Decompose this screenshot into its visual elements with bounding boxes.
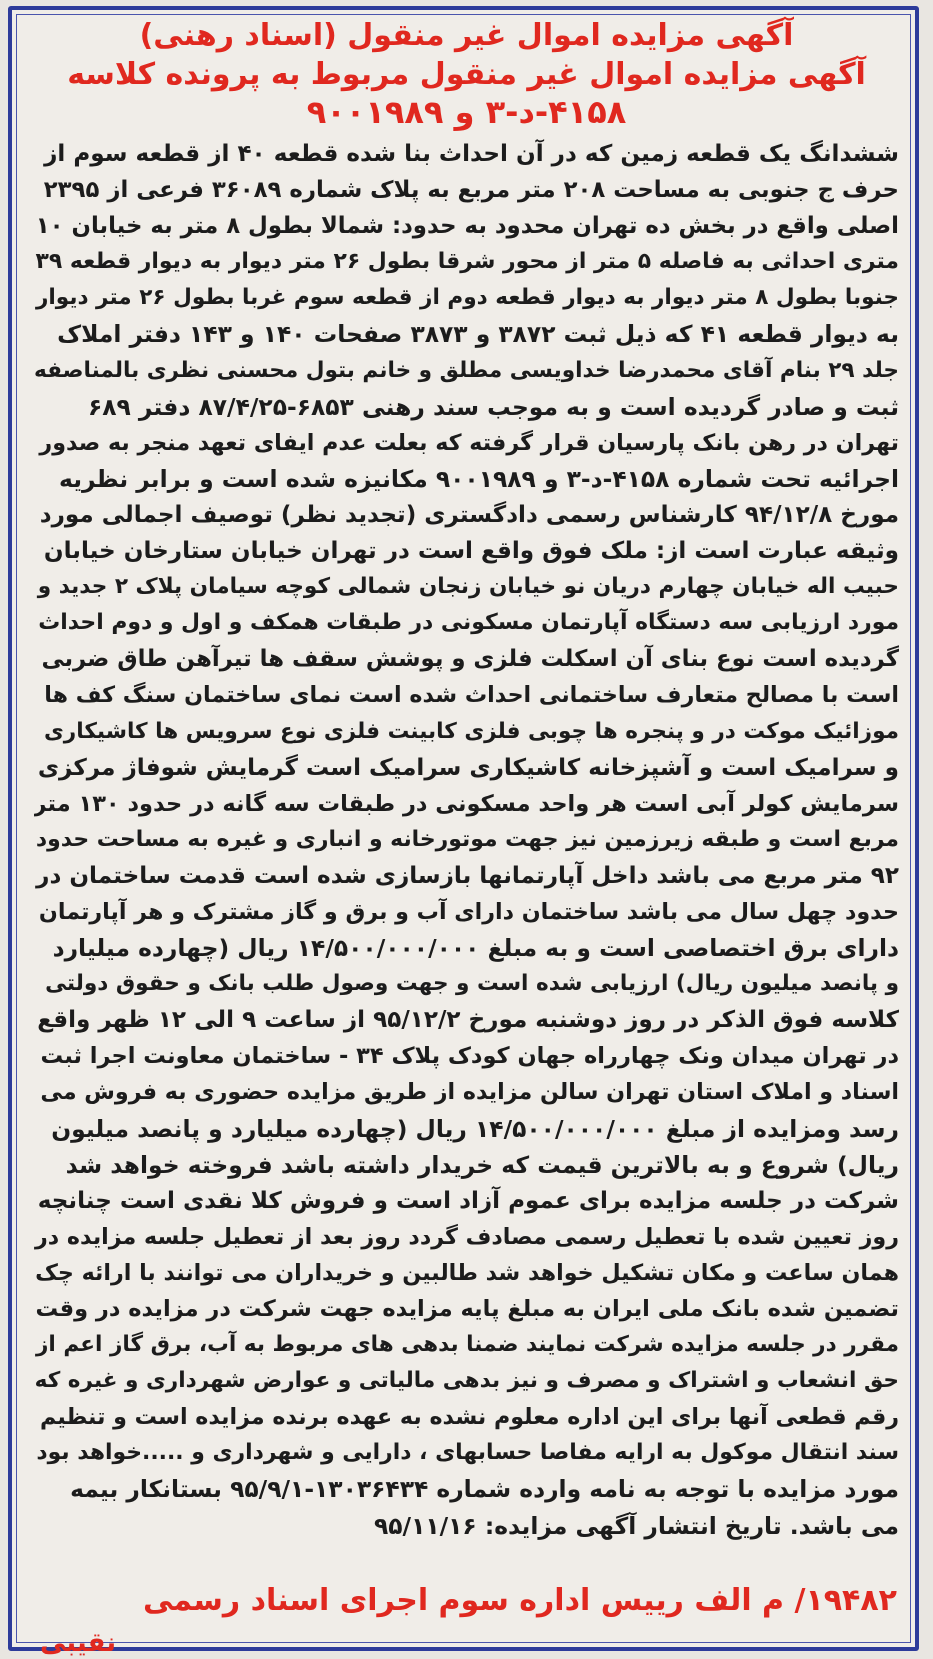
body-line: ثبت و صادر گردیده است و به موجب سند رهنی ۶۸۵۳-۸۷/۴/۲۵ دفتر ۶۸۹ [87, 392, 899, 421]
body-line: مورد ارزیابی سه دستگاه آپارتمان مسکونی در طبقات همکف و اول و دوم احداث [38, 610, 899, 636]
body-line: حرف ج جنوبی به مساحت ۲۰۸ متر مربع به پلاک شماره ۳۶۰۸۹ فرعی از ۲۳۹۵ [43, 177, 899, 204]
body-line: می باشد. تاریخ انتشار آگهی مزایده: ۹۵/۱۱/۱۶ [373, 1511, 899, 1540]
body-line: تهران در رهن بانک پارسیان قرار گرفته که بعلت عدم ایفای تعهد منجر به صدور [39, 429, 899, 456]
body-line: اصلی واقع در بخش ده تهران محدود به حدود: شمالا بطول ۸ متر به خیابان ۱۰ [35, 213, 899, 240]
body-line: کلاسه فوق الذکر در روز دوشنبه مورخ ۹۵/۱۲/۲ از ساعت ۹ الی ۱۲ ظهر واقع [37, 1007, 899, 1034]
body-line: جنوبا بطول ۸ متر دیوار به دیوار قطعه دوم از قطعه سوم غربا بطول ۲۶ متر دیوار [35, 285, 899, 311]
case-number: ۴۱۵۸-د-۳ و ۹۰۰۱۹۸۹ [306, 93, 627, 131]
body-line: جلد ۲۹ بنام آقای محمدرضا خداویسی مطلق و خانم بتول محسنی نظری بالمناصفه [34, 357, 899, 383]
body-line: مورخ ۹۴/۱۲/۸ کارشناس رسمی دادگستری (تجدید نظر) توصیف اجمالی مورد [39, 501, 899, 528]
body-line: رقم قطعی آنها برای این اداره معلوم نشده به عهده برنده مزایده است و تنظیم [39, 1404, 899, 1431]
body-line: رسد ومزایده از مبلغ ۱۴/۵۰۰/۰۰۰/۰۰۰ ریال (چهارده میلیارد و پانصد میلیون [51, 1114, 899, 1143]
body-line: در تهران میدان ونک چهارراه جهان کودک پلاک ۳۴ - ساختمان معاونت اجرا ثبت [40, 1043, 899, 1070]
body-line: حدود چهل سال می باشد ساختمان دارای آب و برق و گاز مشترک و هر آپارتمان [38, 898, 899, 925]
body-line: اجرائیه تحت شماره ۴۱۵۸-د-۳ و ۹۰۰۱۹۸۹ مکانیزه شده است و برابر نظریه [59, 464, 899, 493]
body-line: شرکت در جلسه مزایده برای عموم آزاد است و فروش کلا نقدی است چنانچه [37, 1187, 899, 1214]
body-line: ششدانگ یک قطعه زمین که در آن احداث بنا شده قطعه ۴۰ از قطعه سوم از [44, 141, 899, 167]
body-line: مورد مزایده با توجه به نامه وارده شماره ۱۳۰۳۶۴۳۴-۹۵/۹/۱ بستانکار بیمه [70, 1475, 899, 1504]
body-line: اسناد و املاک استان تهران سالن مزایده از طریق مزایده حضوری به فروش می [40, 1079, 899, 1106]
body-line: حبیب اله خیابان چهارم دریان نو خیابان زنجان شمالی کوچه سیامان پلاک ۲ جدید و [37, 574, 899, 600]
body-line: به دیوار قطعه ۴۱ که ذیل ثبت ۳۸۷۲ و ۳۸۷۳ صفحات ۱۴۰ و ۱۴۳ دفتر املاک [57, 320, 899, 349]
body-line: و پانصد میلیون ریال) ارزیابی شده است و جهت وصول طلب بانک و حقوق دولتی [45, 971, 899, 997]
body-line: موزائیک موکت در و پنجره ها چوبی فلزی کابینت فلزی نوع سرویس ها کاشیکاری [44, 718, 899, 744]
signature-line: ۱۹۴۸۲/ م الف رییس اداره سوم اجرای اسناد رسمی [142, 1583, 897, 1618]
body-line: حق انشعاب و اشتراک و مصرف و نیز بدهی مالیاتی و عوارض شهرداری و غیره که [34, 1368, 899, 1394]
body-line: است با مصالح متعارف ساختمانی احداث شده است نمای ساختمان سنگ کف ها [44, 682, 899, 709]
body-line: مقرر در جلسه مزایده شرکت نمایند ضمنا بدهی های مربوط به آب، برق گاز اعم از [36, 1332, 899, 1358]
body-line: ریال) شروع و به بالاترین قیمت که خریدار داشته باشد فروخته خواهد شد [65, 1150, 899, 1179]
body-line: تضمین شده بانک ملی ایران به مبلغ پایه مزایده جهت شرکت در مزایده در وقت [35, 1296, 899, 1322]
body-line: دارای برق اختصاصی است و به مبلغ ۱۴/۵۰۰/۰۰۰/۰۰۰ ریال (چهارده میلیارد [52, 934, 899, 963]
body-line: سند انتقال موکول به ارایه مفاصا حسابهای ، دارایی و شهرداری و .....خواهد بود [36, 1440, 899, 1466]
body-line: وثیقه عبارت است از: ملک فوق واقع است در تهران خیابان ستارخان خیابان [43, 538, 899, 565]
signatory-name: نقیبی [40, 1628, 117, 1658]
notice-body [34, 136, 899, 1544]
body-line: مربع است و طبقه زیرزمین نیز جهت موتورخانه و انباری و غیره به مساحت حدود [35, 826, 899, 852]
notice-title: آگهی مزایده اموال غیر منقول (اسناد رهنی) [139, 18, 794, 53]
body-line: همان ساعت و مکان تشکیل خواهد شد طالبین و خریداران می توانند با ارائه چک [35, 1259, 899, 1286]
body-line: روز تعیین شده با تعطیل رسمی مصادف گردد روز بعد از تعطیل جلسه مزایده در [35, 1223, 899, 1250]
body-line: و سرامیک است و آشپزخانه کاشیکاری سرامیک است گرمایش شوفاژ مرکزی [37, 754, 899, 781]
notice-subtitle: آگهی مزایده اموال غیر منقول مربوط به پرونده کلاسه [67, 57, 866, 92]
body-line: سرمایش کولر آبی است هر واحد مسکونی در طبقات سه گانه در حدود ۱۳۰ متر [34, 790, 899, 817]
body-line: ۹۲ متر مربع می باشد داخل آپارتمانها بازسازی شده است قدمت ساختمان در [36, 862, 899, 889]
body-line: متری احداثی به فاصله ۵ متر از محور شرقا بطول ۲۶ متر دیوار به دیوار قطعه ۳۹ [35, 249, 899, 275]
body-line: گردیده است نوع بنای آن اسکلت فلزی و پوشش سقف ها تیرآهن طاق ضربی [41, 646, 899, 673]
